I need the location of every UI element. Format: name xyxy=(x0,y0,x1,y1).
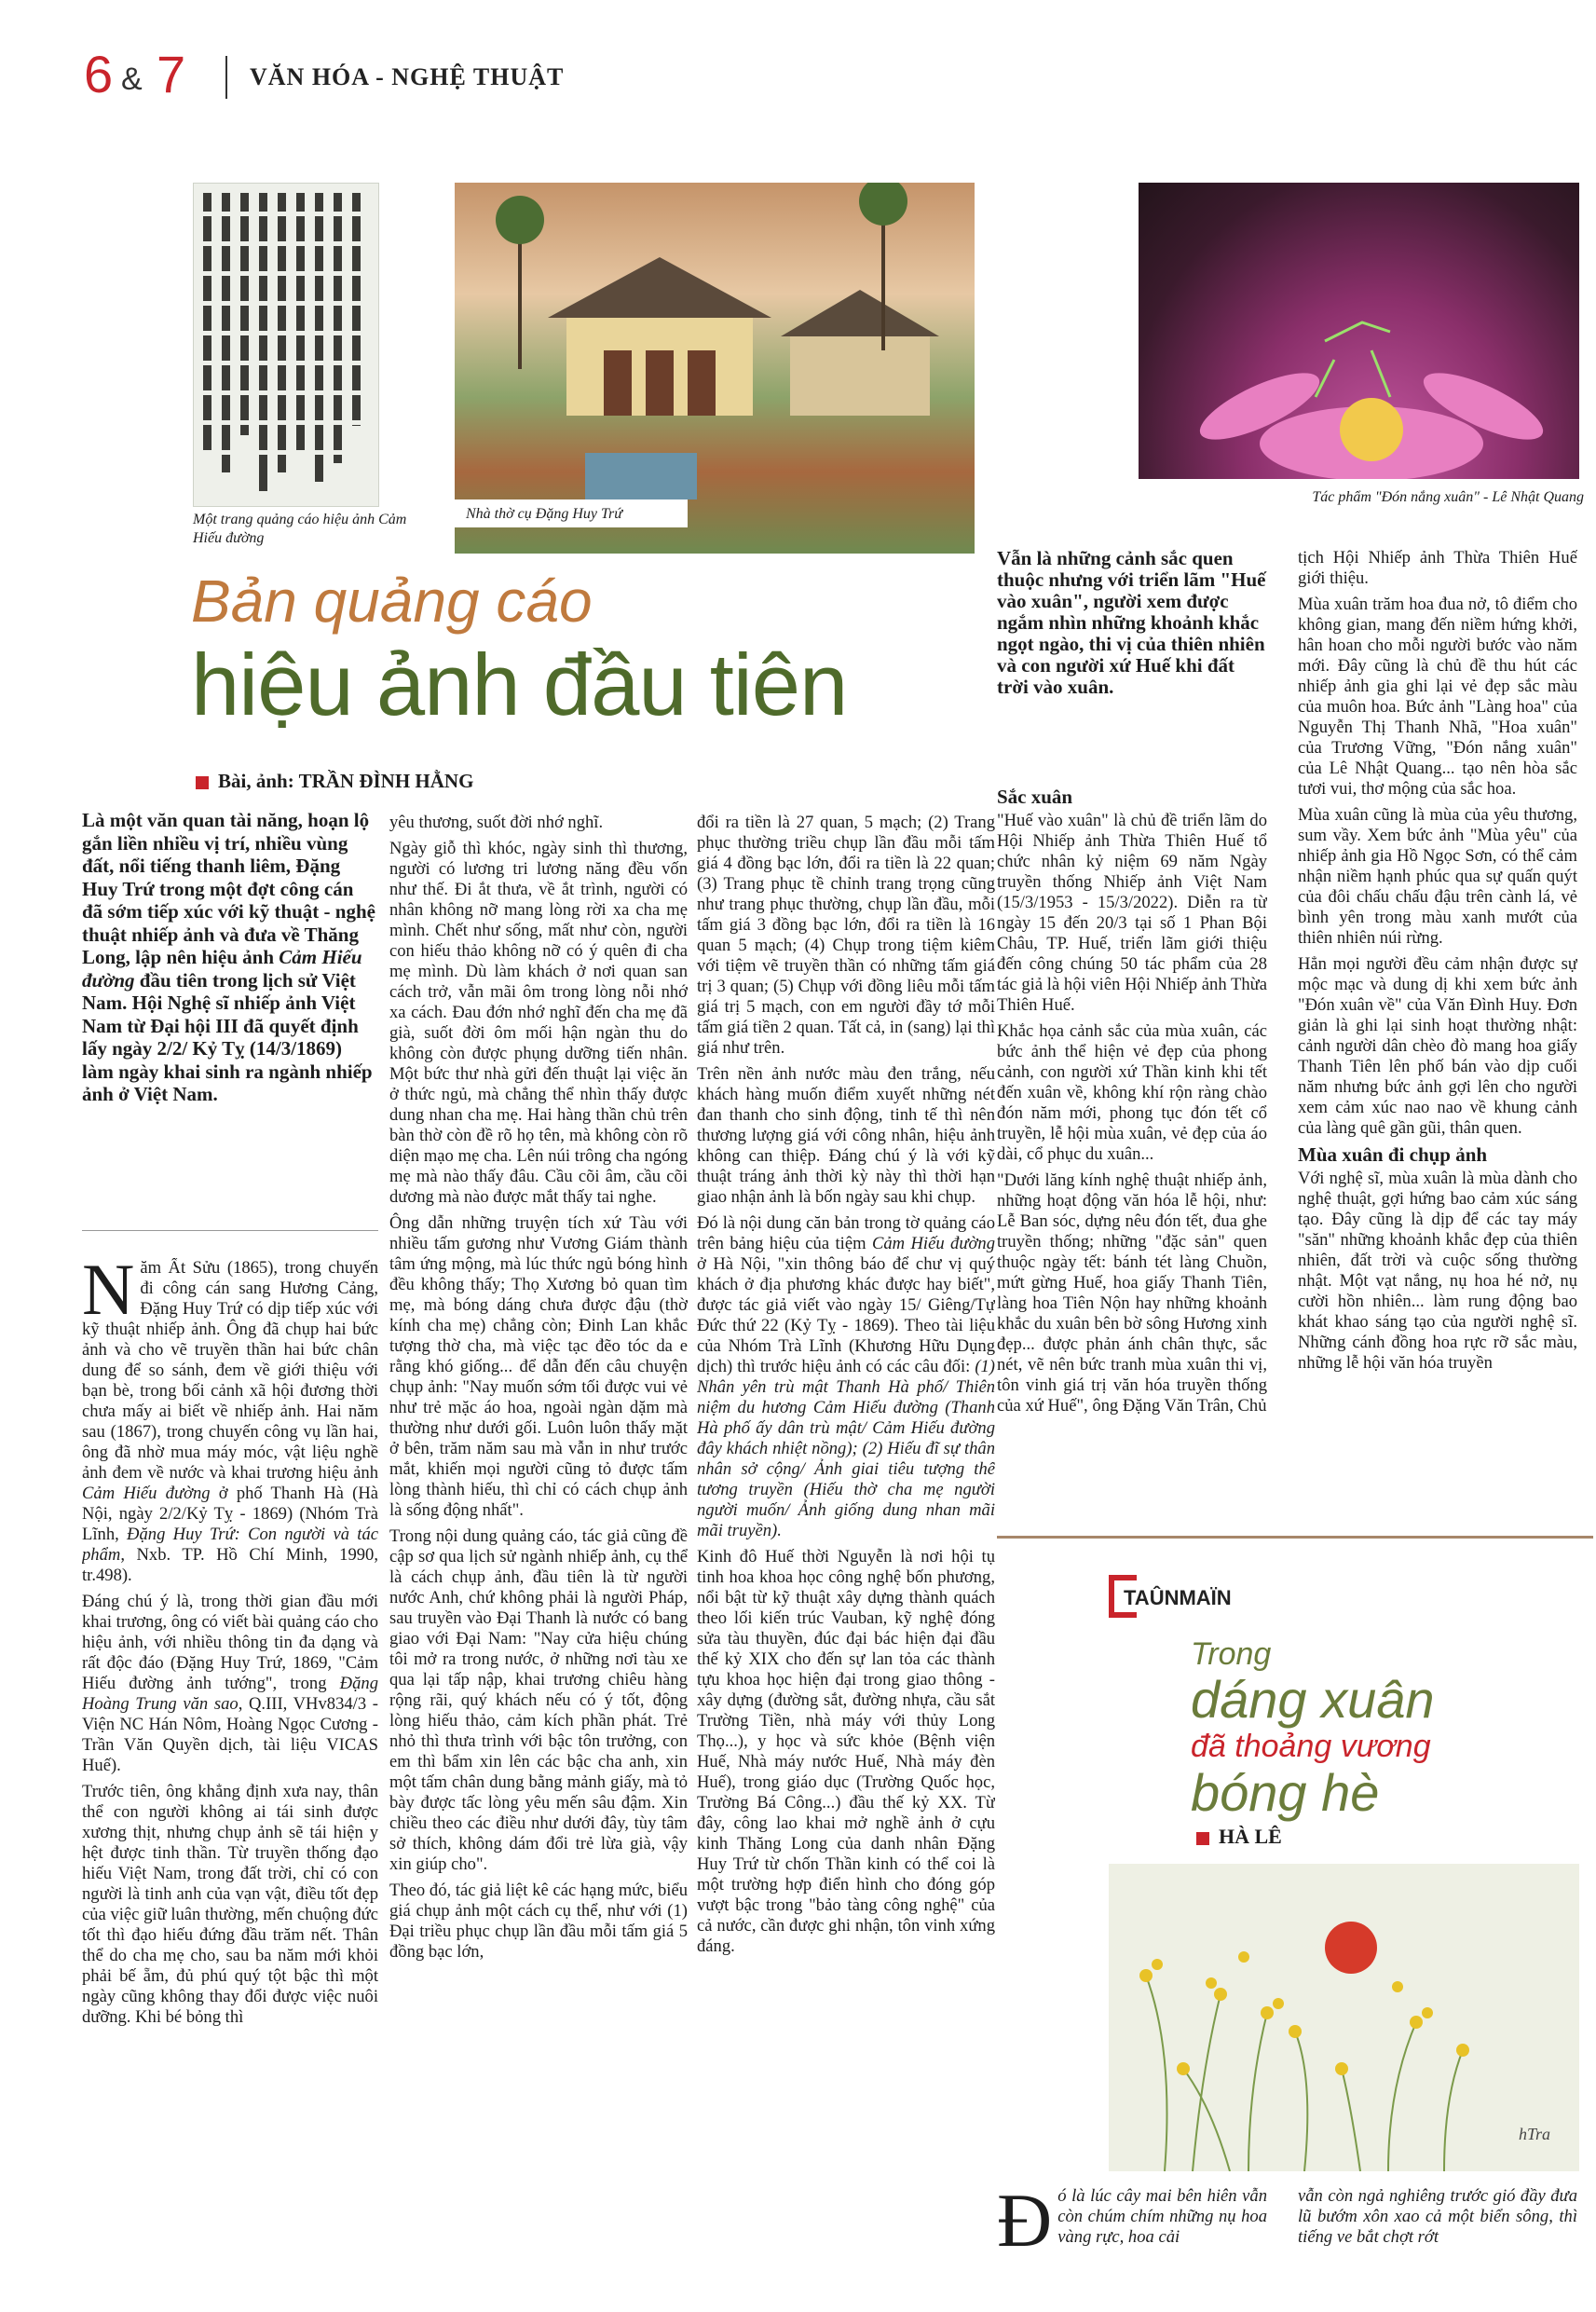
byline-text: Bài, ảnh: TRẦN ĐÌNH HẰNG xyxy=(218,770,474,792)
column-2 xyxy=(389,813,688,2227)
article-title-line2: hiệu ảnh đầu tiên xyxy=(191,636,848,733)
tanman-byline xyxy=(1196,1825,1282,1849)
header-divider xyxy=(225,56,227,99)
article2-column-b xyxy=(1298,548,1577,1517)
text-run: Đó là nội dung căn bản trong tờ quảng cáo trên bảng hiệu của tiệm xyxy=(697,1213,995,1253)
text-emphasis: Cảm Hiếu đường xyxy=(871,1234,995,1253)
han-nom-text-icon xyxy=(194,184,379,507)
tanman-paragraph-left: ó là lúc cây mai bên hiên vẫn còn chúm chím những nụ hoa vàng rực, hoa cải xyxy=(1057,2186,1267,2247)
tanman-logo xyxy=(1109,1575,1295,1621)
tanman-title xyxy=(1191,1636,1582,1821)
text-run: ăm Ất Sửu (1865), trong chuyến đi công cán sang Hương Cảng, Đặng Huy Trứ có dịp tiếp xúc với kỹ thuật nhiếp ảnh. Ông đã chụp hai bức ảnh và cho vẽ truyền thần hai bức chân dung để so sánh, đem về giới thiệu với bạn bè, trong bối cảnh xã hội đương thời chưa mấy ai biết về nhiếp ảnh. Hai năm sau (1867), trong chuyến công vụ lần hai, ông đã nhờ mua máy móc, vật liệu nghề ảnh đem về nước và khai trương hiệu ảnh xyxy=(82,1258,378,1483)
a2-paragraph: Với nghệ sĩ, mùa xuân là mùa dành cho nghệ thuật, gợi hứng bao cảm xúc sáng tạo. Đây cũng là dịp để các tay máy "săn" những khoảnh khắc đẹp của thiên nhiên, đất trời và cuộc sống thường nhật. Một vạt nắng, nụ hoa hé nở, nụ cười hồn nhiên... làm rung động bao khát khao sáng tạo của người nghệ sĩ. Những cánh đồng hoa rực rỡ sắc màu, những lễ hội văn hóa truyền xyxy=(1298,1169,1577,1373)
tanman-title-2: dáng xuân xyxy=(1191,1670,1435,1729)
flower-sketch-icon xyxy=(1109,1864,1579,2171)
col1-paragraph: Trước tiên, ông khẳng định xưa nay, thân thể con người không ai tái sinh được xương thịt, nhưng chụp ảnh sẽ tái hiện y hệt được tinh thần. Từ truyền thống đạo hiếu Việt Nam, trong đất trời, chỉ có con người là tinh anh của vạn vật, điều tốt đẹp của việc giữ luân thường, mến chuộng đức tốt thì đạo hiếu đứng đầu trăm nết. Thân thể do cha mẹ cho, sau ba năm mới khỏi phải bế ẵm, đủ phú quý tột bậc thì một ngày cũng không thay đổi được việc nuôi dưỡng. Khi bé bỏng thì xyxy=(82,1782,378,2027)
tanman-byline-text: HÀ LÊ xyxy=(1219,1825,1282,1848)
tanman-dropcap: Đ xyxy=(997,2186,1053,2263)
section-separator xyxy=(997,1536,1593,1539)
tanman-text-left xyxy=(997,2186,1267,2289)
text-run: ở Hà Nội, "xin thông báo để chư vị quý khách ở địa phương khác được hay biết", được tác giả viết vào ngày 15/ Giêng/Tự Đức thứ 22 (Kỷ Tỵ - 1869). Theo tài liệu của Nhóm Trà Lĩnh (Khương Hữu Dụng dịch) thì trước hiệu ảnh có các câu đối: xyxy=(697,1254,995,1376)
a2-paragraph: tịch Hội Nhiếp ảnh Thừa Thiên Huế giới thiệu. xyxy=(1298,548,1577,588)
col3-paragraph: Kinh đô Huế thời Nguyễn là nơi hội tụ tinh hoa khoa học công nghệ bốn phương, nổi bật từ kỹ thuật xây dựng thành quách theo lối kiến trúc Vauban, kỹ nghệ đóng sửa tàu thuyền, đúc đại bác hiện đại đầu thế kỷ XIX cho đến sự lan tỏa các thành tựu khoa học hiện đại trong giao thông - xây dựng (đường sắt, đường nhựa, cầu sắt Trường Tiền, nhà máy với thủy Long Thọ...), y học và sức khỏe (Bệnh viện Huế, Nhà máy nước Huế, Nhà máy đèn Huế), trong giáo dục (Trường Quốc học, Trường Bá Công...) đầu thế kỷ XX. Từ đây, công lao khai mở nghề ảnh ở cựu kinh Thăng Long của danh nhân Đặng Huy Trứ từ chốn Thần kinh có thể coi là một trường hợp điển hình cho đóng góp vượt bậc trong "bảo tàng công nghệ" của cả nước, cần được ghi nhận, tôn vinh xứng đáng. xyxy=(697,1547,995,1956)
house-illustration-icon xyxy=(455,183,975,554)
lead-emphasis: Cảm Hiếu đường xyxy=(82,946,362,992)
text-run: , Q.III, VHv834/3 - Viện NC Hán Nôm, Hoàng Ngọc Cương - Trần Văn Quyền dịch, tài liệu VICAS Huế). xyxy=(82,1694,378,1775)
page-number-amp: & xyxy=(121,62,143,97)
page-number-left: 6 xyxy=(84,45,114,103)
tanman-label: TAÛNMAÏN xyxy=(1124,1586,1232,1609)
house-image-caption: Nhà thờ cụ Đặng Huy Trứ xyxy=(466,506,622,522)
tanman-text-right: vẫn còn ngả nghiêng trước gió đầy đưa lũ bướm xôn xao cả một biển sông, thì tiếng ve bắt chợt rớt xyxy=(1298,2186,1577,2247)
section-title: VĂN HÓA - NGHỆ THUẬT xyxy=(250,63,565,90)
document-image-caption: Một trang quảng cáo hiệu ảnh Cảm Hiếu đường xyxy=(193,512,407,546)
text-run: , Nxb. TP. Hồ Chí Minh, 1990, tr.498). xyxy=(82,1545,378,1585)
byline xyxy=(196,770,473,793)
flower-photo xyxy=(1139,183,1579,479)
col2-paragraph: yêu thương, suốt đời nhớ nghĩ. xyxy=(389,813,604,832)
lead-divider xyxy=(82,1230,378,1231)
col3-paragraph: Trên nền ảnh nước màu đen trắng, nếu khách hàng muốn điểm xuyết những nét đan thanh cho sinh động, tinh tế thì nên thương lượng giá với công nhân, hiệu ảnh không can thiệp. Đáng chú ý là với kỹ thuật tráng ảnh thời kỳ này thì thời hạn giao nhận ảnh là bốn ngày sau khi chụp. xyxy=(697,1064,995,1207)
col3-paragraph: đổi ra tiền là 27 quan, 5 mạch; (2) Trang phục thường triều chụp lần đầu mỗi tấm giá 4 đồng bạc lớn, đổi ra tiền là 22 quan; (3) Trang phục tề chỉnh trang trọng cũng như trang phục thường, chụp lần đầu, mỗi tấm giá 3 đồng bạc lớn, đổi ra tiền là 16 quan 5 mạch; (4) Chụp trong tiệm kiêm với tiệm vẽ truyền thần có những tấm giá trị 3 quan; (5) Chụp với đồng liêu mỗi tấm giá trị 5 mạch, con em người đầy tớ mỗi tấm giá tiền 2 quan. Tất cả, in (sang) lại thì giá như trên. xyxy=(697,813,995,1058)
byline-marker-icon xyxy=(196,776,209,789)
a2-paragraph: Hẳn mọi người đều cảm nhận được sự mộc mạc và dung dị khi xem bức ảnh "Đón xuân về" của Văn Đình Huy. Đơn giản là ghi lại sinh hoạt thường nhật: cảnh người dân chèo đò mang hoa giấy Thanh Tiên lên phố bán vào dịp cuối năm nhưng bức ảnh gợi lên cho người xem cảm xúc nao nao về khung cảnh của làng quê gần gũi, thân quen. xyxy=(1298,954,1577,1138)
article2-column-a xyxy=(997,781,1267,1517)
article-lead xyxy=(82,809,378,1106)
lead-part2: đầu tiên trong lịch sử Việt Nam. Hội Nghệ sĩ nhiếp ảnh Việt Nam từ Đại hội III đã quyết định lấy ngày 2/2/ Kỷ Tỵ (14/3/1869) làm ngày khai sinh ra ngành nhiếp ảnh ở Việt Nam. xyxy=(82,968,373,1105)
text-emphasis: (1) Nhân yên trù mật Thanh Hà phố/ Thiên niệm du hương Cảm Hiếu đường (Thanh Hà phố ấy dân trù mật/ Cảm Hiếu đường đây khách nhiệt nồng); (2) Hiếu đĩ sự thân nhân sở cộng/ Ảnh giai tiêu tượng thế tương truyền (Hiếu thờ cha mẹ người người muốn/ Ảnh giống dung nhan mãi mãi truyền). xyxy=(697,1357,995,1540)
article-title-line1: Bản quảng cáo xyxy=(191,568,593,635)
flower-illustration-icon xyxy=(1139,183,1579,479)
col2-paragraph: Ngày giỗ thì khóc, ngày sinh thì thương, người có lương tri lương năng đều vốn như thế. Đi ắt thưa, về ắt trình, người có nhân không nỡ mang lòng rời xa cha mẹ mình. Chết như sống, mất như còn, người con hiếu thảo không nỡ có ý quên đi cha mẹ mình. Dù làm khách ở nơi quan san cách trở, vẫn mãi ôm trong lòng nỗi nhớ xa cách. Đau đớn nhớ nghĩ đến cha mẹ đã già, suốt đời ôm mối hận ngàn thu do không còn được phụng dưỡng tiến nhân. Một bức thư nhà gửi đến thuật lại việc ăn ở thức ngủ, mà chẳng thể nhìn thấy được dung nhan cha mẹ. Hai hàng thần chủ trên bàn thờ còn đề rõ họ tên, mà không còn rõ diện mạo mẹ cha. Lên núi trông cha ngóng mẹ mà nào thấy đâu. Cầu cõi âm, cầu cõi dương mà nào được mắt thấy tai nghe. xyxy=(389,839,688,1207)
text-emphasis: Đặng Hoàng Trung văn sao xyxy=(82,1674,378,1714)
illustration-signature: hTra xyxy=(1519,2125,1551,2143)
subhead-sac-xuan: Sắc xuân xyxy=(997,786,1073,808)
text-emphasis: Cảm Hiếu đường xyxy=(82,1484,211,1503)
a2-paragraph: Mùa xuân cũng là mùa của yêu thương, sum vầy. Xem bức ảnh "Mùa yêu" của nhiếp ảnh gia Hồ Ngọc Sơn, có thể cảm nhận niềm hạnh phúc qua sự quấn quýt của đôi chấu chấu đậu trên cành lá, vẻ bình yên trong màu xanh mướt của thiên nhiên núi rừng. xyxy=(1298,805,1577,948)
a2-paragraph: "Huế vào xuân" là chủ đề triển lãm do Hội Nhiếp ảnh Thừa Thiên Huế tổ chức nhân kỷ niệm 69 năm Ngày truyền thống Nhiếp ảnh Việt Nam (15/3/1953 - 15/3/2022). Diễn ra từ ngày 15 đến 20/3 tại số 1 Phan Bội Châu, TP. Huế, triển lãm giới thiệu đến công chúng 50 tác phẩm của 28 tác giả là hội viên Hội Nhiếp ảnh Thừa Thiên Huế. xyxy=(997,811,1267,1015)
col2-paragraph: Ông dẫn những truyện tích xứ Tàu với nhiều tấm gương như Vương Giám thành tâm ứng mộng, mà lúc thức ngủ bóng hình đều không thấy; Thọ Xương bỏ quan tìm mẹ, mà bóng dáng chưa được đậu (thờ kính cha mẹ) chẳng còn; Đinh Lan khắc tượng thờ cha, mà việc tạc đẽo tóc da e rằng khó giống... để dẫn đến câu chuyện chụp ảnh: "Nay muốn sớm tối được vui vẻ như trẻ mặc áo hoa, ngoài ngàn dặm mà thường như dưới gối. Luôn luôn thấy mặt ở bên, trăm năm sau mà vẫn in như trước mắt, khiến mọi người cũng tỏ được tấm lòng thành hiếu, thì chỉ có cách chụp ảnh là sống động nhất". xyxy=(389,1213,688,1520)
column-3 xyxy=(697,813,995,2227)
text-emphasis: Đặng Huy Trứ: Con người và tác phẩm xyxy=(82,1525,378,1565)
a2-paragraph: "Dưới lăng kính nghệ thuật nhiếp ảnh, những hoạt động văn hóa lễ hội, như: Lễ Ban sóc, dựng nêu đón tết, đua ghe truyền thống; những "đặc sản" quen thuộc ngày tết: bánh tét làng Chuồn, mứt gừng Huế, hoa giấy Thanh Tiên, làng hoa Tiên Nộn hay những khoảnh khắc du xuân bên bờ sông Hương xinh đẹp... được phản ánh chân thực, sắc nét, vẽ nên bức tranh mùa xuân thi vị, tôn vinh giá trị văn hóa truyền thống của xứ Huế", ông Đặng Văn Trân, Chủ xyxy=(997,1170,1267,1416)
col1-paragraph xyxy=(82,1592,378,1776)
col3-paragraph xyxy=(697,1213,995,1541)
text-run: Đáng chú ý là, trong thời gian đầu mới khai trương, ông có viết bài quảng cáo cho hiệu ảnh, với nhiều thông tin đa dạng và rất độc đáo (Đặng Huy Trứ, 1869, "Cảm Hiếu đường ảnh tướng", trong xyxy=(82,1592,378,1693)
byline-marker-icon xyxy=(1196,1832,1209,1845)
subhead-mua-xuan-di-chup-anh: Mùa xuân đi chụp ảnh xyxy=(1298,1143,1488,1166)
flower-image-caption: Tác phẩm "Đón nắng xuân" - Lê Nhật Quang xyxy=(1312,489,1584,505)
lead-part1: Là một văn quan tài năng, hoạn lộ gắn liền nhiều vị trí, nhiều vùng đất, nổi tiếng thanh liêm, Đặng Huy Trứ trong một đợt công cán đã sớm tiếp xúc với kỹ thuật - nghệ thuật nhiếp ảnh và đưa về Thăng Long, lập nên hiệu ảnh xyxy=(82,809,375,968)
a2-paragraph: Khắc họa cảnh sắc của mùa xuân, các bức ảnh thể hiện vẻ đẹp của phong cảnh, con người xứ Thần kinh khi tết đến xuân về, không khí rộn ràng chào đón năm mới, phong tục đón tết cổ truyền, lễ hội mùa xuân, vẻ đẹp của áo dài, cổ phục du xuân... xyxy=(997,1021,1267,1164)
page-number-right: 7 xyxy=(157,45,186,103)
column-1 xyxy=(82,1258,378,2227)
article2-lead: Vẫn là những cảnh sắc quen thuộc nhưng với triển lãm "Huế vào xuân", người xem được ngắm nhìn những khoảnh khắc ngọt ngào, thi vị của thiên nhiên và con người xứ Huế khi đất trời vào xuân. xyxy=(997,547,1266,698)
dropcap-letter: N xyxy=(82,1258,135,1330)
col2-paragraph: Theo đó, tác giả liệt kê các hạng mức, biểu giá chụp ảnh một cách cụ thể, như với (1) Đại triều phục chụp lần đầu mỗi tấm giá 5 đồng bạc lớn, xyxy=(389,1881,688,1962)
tanman-title-3: đã thoảng vương xyxy=(1191,1729,1431,1764)
tanman-title-4: bóng hè xyxy=(1191,1763,1380,1822)
tanman-title-1: Trong xyxy=(1191,1636,1272,1672)
col1-paragraph xyxy=(82,1258,378,1586)
page-header xyxy=(84,45,1537,110)
document-scan-image xyxy=(193,183,379,507)
a2-paragraph: Mùa xuân trăm hoa đua nở, tô điểm cho không gian, mang đến niềm hứng khởi, hân hoan cho mỗi người bước vào năm mới. Đây cũng là chủ đề thu hút các nhiếp ảnh gia ghi lại vẻ đẹp sắc màu của muôn hoa. Bức ảnh "Làng hoa" của Nguyễn Thị Thanh Nhã, "Hoa xuân" của Trương Vững, "Đón nắng xuân" của Lê Nhật Quang... tạo nên hòa sắc tươi vui, thơ mộng của sắc hoa. xyxy=(1298,595,1577,799)
tanman-illustration xyxy=(1109,1864,1579,2171)
text-run: ở phố Thanh Hà (Hà Nội, ngày 2/2/Kỷ Tỵ - 1869) (Nhóm Trà Lĩnh, xyxy=(82,1484,378,1544)
house-photo xyxy=(455,183,975,554)
col2-paragraph: Trong nội dung quảng cáo, tác giả cũng đề cập sơ qua lịch sử ngành nhiếp ảnh, cụ thể là cách chụp ảnh, đầu tiên là từ người nước Anh, chứ không phải là người Pháp, sau truyền vào Đại Thanh là nước có bang giao với Đại Nam: "Nay cửa hiệu chúng tôi mở ra trong nước, ở những nơi tàu xe qua lại tấp nập, khai trương chiêu hàng rộng rãi, quý khách nếu có ý tốt, động lòng hiếu thảo, cảm kích phần phát. Trẻ nhỏ thì thưa trình với bậc tôn trưởng, con em thì bẩm xin lên các bậc cha anh, xin một tấm chân dung bằng mảnh giấy, mà tỏ bày được tấc lòng yêu mến sâu đậm. Xin chiều theo các điều như dưới đây, tùy tâm sở thích, không dám đổi trẻ lừa già, vậy xin giúp cho". xyxy=(389,1526,688,1874)
